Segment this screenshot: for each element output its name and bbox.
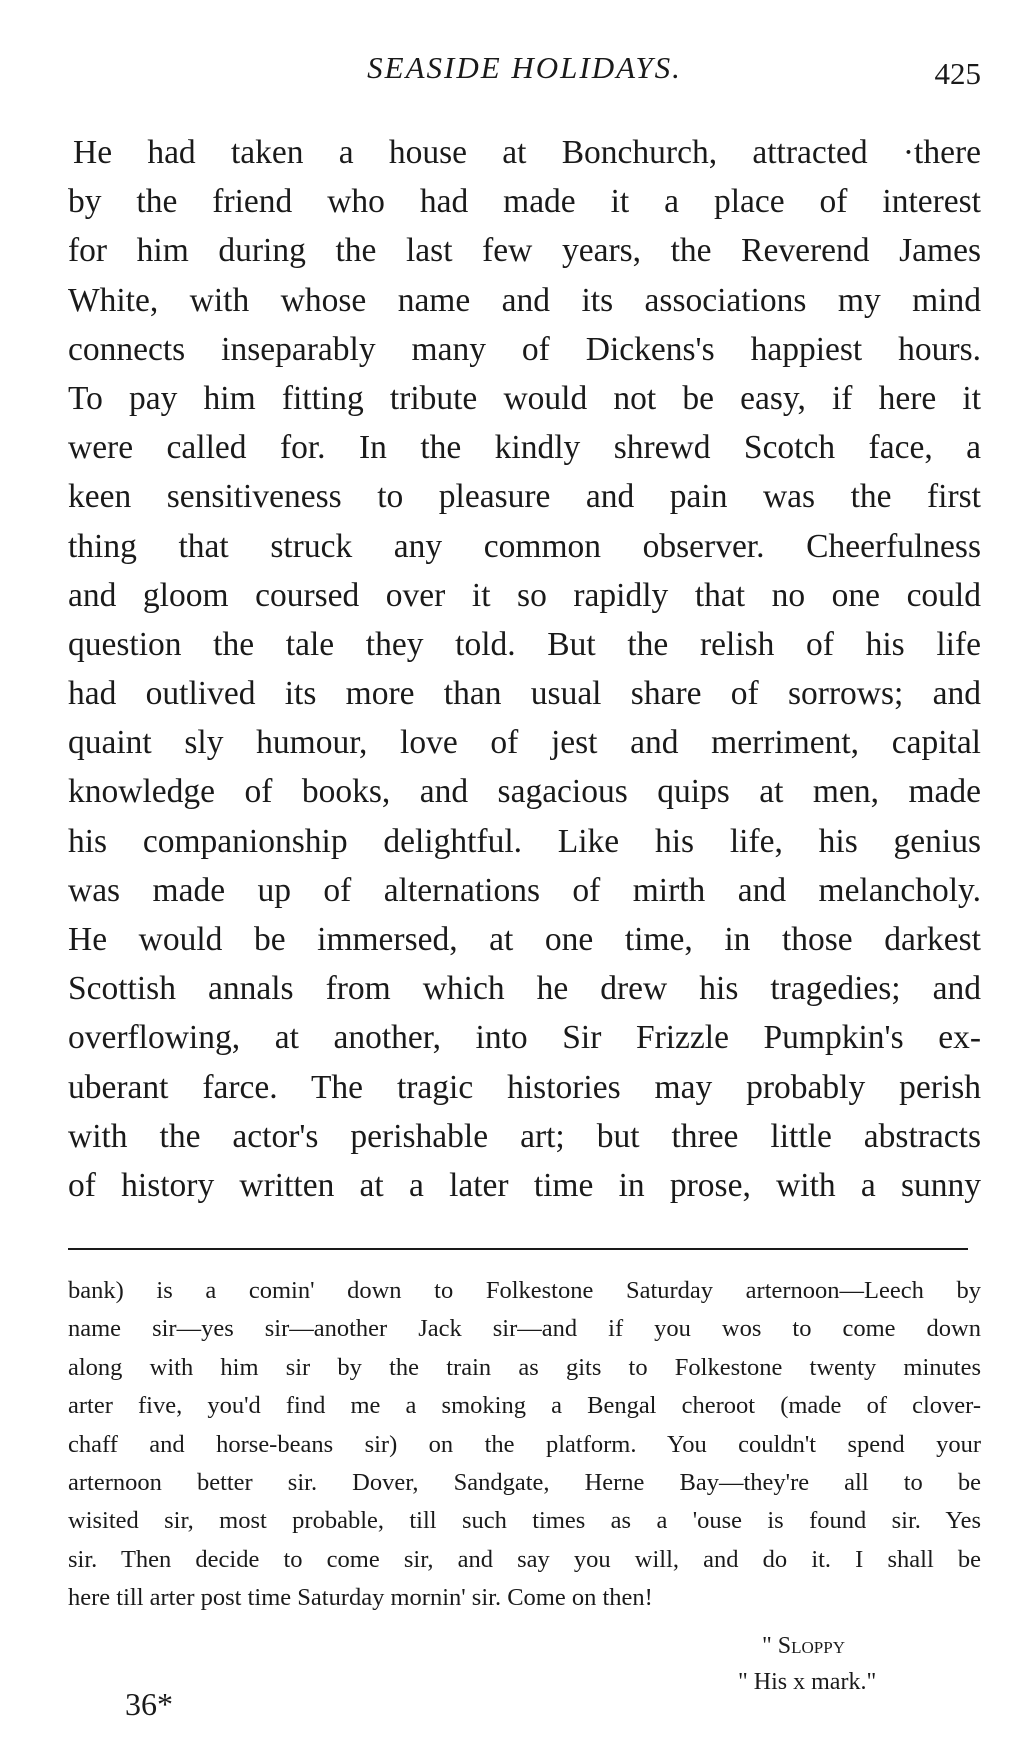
body-line: of history written at a later time in prose, with a sunny: [68, 1166, 981, 1204]
footnote-line: wisited sir, most probable, till such times as a 'ouse is found sir. Yes: [68, 1507, 981, 1535]
running-head: [68, 48, 981, 92]
footnote-line: here till arter post time Saturday mornin' sir. Come on then!: [68, 1584, 653, 1612]
signature-mark-text: " His x mark.": [738, 1669, 877, 1695]
footnote-line: name sir—yes sir—another Jack sir—and if you wos to come down: [68, 1315, 981, 1343]
body-line: had outlived its more than usual share of sorrows; and: [68, 675, 981, 713]
body-line: He had taken a house at Bonchurch, attracted ·there: [73, 134, 981, 171]
footnote-rule: [68, 1248, 968, 1250]
body-text: [68, 128, 981, 1210]
signature-name: " Sloppy: [762, 1633, 845, 1659]
body-line: for him during the last few years, the Reverend James: [68, 232, 981, 270]
body-line: thing that struck any common observer. Cheerfulness: [68, 527, 981, 565]
footnote-line: arter five, you'd find me a smoking a Bengal cheroot (made of clover-: [68, 1392, 981, 1420]
body-line: keen sensitiveness to pleasure and pain was the first: [68, 478, 981, 516]
body-line: knowledge of books, and sagacious quips at men, made: [68, 773, 981, 811]
body-line: quaint sly humour, love of jest and merriment, capital: [68, 724, 981, 762]
footnote-signature: [732, 1628, 982, 1700]
running-title: SEASIDE HOLIDAYS.: [367, 50, 682, 85]
body-line: were called for. In the kindly shrewd Scotch face, a: [68, 429, 981, 467]
body-line: and gloom coursed over it so rapidly that no one could: [68, 576, 981, 614]
footnote-line: along with him sir by the train as gits to Folkestone twenty minutes: [68, 1353, 981, 1381]
body-line: was made up of alternations of mirth and melancholy.: [68, 871, 981, 909]
footnote-line: chaff and horse-beans sir) on the platform. You couldn't spend your: [68, 1430, 981, 1458]
body-line: Scottish annals from which he drew his tragedies; and: [68, 970, 981, 1008]
printer-signature-mark: 36*: [125, 1686, 173, 1722]
body-line: with the actor's perishable art; but three little abstracts: [68, 1117, 981, 1155]
footnote: [68, 1272, 981, 1618]
body-line: his companionship delightful. Like his life, his genius: [68, 822, 981, 860]
body-line: overflowing, at another, into Sir Frizzle Pumpkin's ex-: [68, 1019, 981, 1057]
body-line: He would be immersed, at one time, in those darkest: [68, 921, 981, 958]
body-line: connects inseparably many of Dickens's happiest hours.: [68, 330, 981, 368]
body-line: uberant farce. The tragic histories may probably perish: [68, 1068, 981, 1106]
body-line: White, with whose name and its associations my mind: [68, 281, 981, 319]
footnote-line: arternoon better sir. Dover, Sandgate, Herne Bay—they're all to be: [68, 1468, 981, 1496]
footnote-line: bank) is a comin' down to Folkestone Saturday arternoon—Leech by: [68, 1277, 981, 1304]
body-line: question the tale they told. But the relish of his life: [68, 625, 981, 663]
page-number: 425: [934, 56, 981, 91]
body-line: by the friend who had made it a place of interest: [68, 183, 981, 221]
footnote-line: sir. Then decide to come sir, and say you will, and do it. I shall be: [68, 1545, 981, 1573]
body-line: To pay him fitting tribute would not be easy, if here it: [68, 379, 981, 417]
